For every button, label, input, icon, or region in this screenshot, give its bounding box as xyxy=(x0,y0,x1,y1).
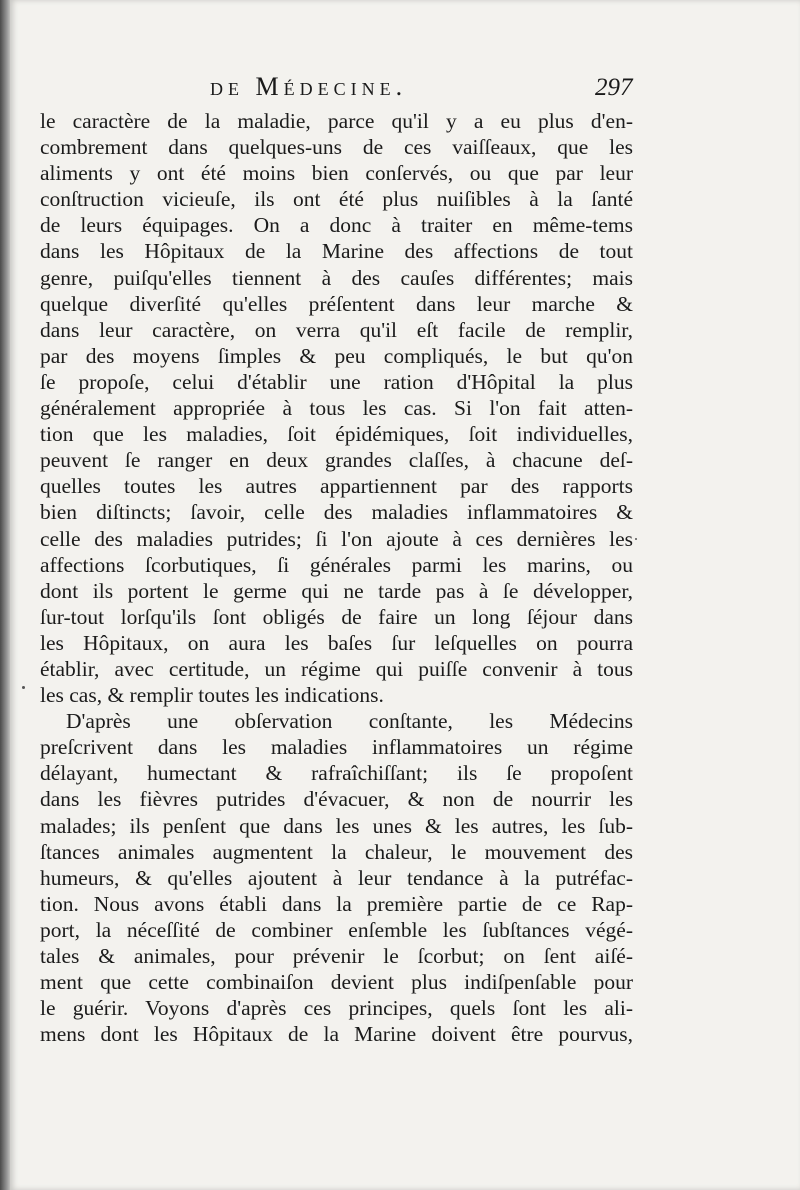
text-line: bien diſtincts; ſavoir, celle des maladies inflammatoires & xyxy=(40,500,633,525)
ink-speck xyxy=(22,686,25,689)
text-line: par des moyens ſimples & peu compliqués, le but qu'on xyxy=(40,343,633,368)
text-line: tion que les maladies, ſoit épidémiques, ſoit individuelles, xyxy=(40,422,633,447)
ink-speck xyxy=(635,538,637,540)
text-line: combrement dans quelques-uns de ces vaiſſeaux, que les xyxy=(40,135,633,160)
text-line: ſur-tout lorſqu'ils ſont obligés de faire un long ſéjour dans xyxy=(40,604,633,629)
text-line: genre, puiſqu'elles tiennent à des cauſes différentes; mais xyxy=(40,265,633,290)
text-line: tion. Nous avons établi dans la première partie de ce Rap- xyxy=(40,891,633,916)
text-line: établir, avec certitude, un régime qui puiſſe convenir à tous xyxy=(40,656,633,681)
text-line: dans leur caractère, on verra qu'il eſt facile de remplir, xyxy=(40,317,633,342)
text-line: quelque diverſité qu'elles préſentent dans leur marche & xyxy=(40,291,633,316)
running-title: de Médecine. xyxy=(210,72,408,101)
text-line: port, la néceſſité de combiner enſemble les ſubſtances végé- xyxy=(40,917,633,942)
text-line: aliments y ont été moins bien conſervés, ou que par leur xyxy=(40,161,633,186)
text-line: malades; ils penſent que dans les unes & les autres, les ſub- xyxy=(40,813,633,838)
text-line: preſcrivent dans les maladies inflammatoires un régime xyxy=(40,735,633,760)
text-line: peuvent ſe ranger en deux grandes claſſes, à chacune deſ- xyxy=(40,448,633,473)
running-head xyxy=(40,72,640,104)
text-line: ſe propoſe, celui d'établir une ration d'Hôpital la plus xyxy=(40,369,633,394)
text-line: quelles toutes les autres appartiennent par des rapports xyxy=(40,474,633,499)
text-line: dont ils portent le germe qui ne tarde pas à ſe développer, xyxy=(40,578,633,603)
text-line: délayant, humectant & rafraîchiſſant; ils ſe propoſent xyxy=(40,761,633,786)
text-line: conſtruction vicieuſe, ils ont été plus nuiſibles à la ſanté xyxy=(40,187,633,212)
paragraph-start-line: D'après une obſervation conſtante, les Médecins xyxy=(66,709,633,734)
paragraph-end-line: les cas, & remplir toutes les indications. xyxy=(40,683,384,708)
text-line: les Hôpitaux, on aura les baſes ſur leſquelles on pourra xyxy=(40,630,633,655)
book-page xyxy=(10,0,800,1190)
text-line: le guérir. Voyons d'après ces principes, quels ſont les ali- xyxy=(40,996,633,1021)
text-line: le caractère de la maladie, parce qu'il y a eu plus d'en- xyxy=(40,109,633,133)
text-line: affections ſcorbutiques, ſi générales parmi les marins, ou xyxy=(40,552,633,577)
text-line: de leurs équipages. On a donc à traiter en même-tems xyxy=(40,213,633,238)
text-line: dans les fièvres putrides d'évacuer, & non de nourrir les xyxy=(40,787,633,812)
text-line: ſtances animales augmentent la chaleur, le mouvement des xyxy=(40,839,633,864)
text-line: généralement appropriée à tous les cas. Si l'on fait atten- xyxy=(40,396,633,421)
text-line: ment que cette combinaiſon devient plus indiſpenſable pour xyxy=(40,970,633,995)
text-line: celle des maladies putrides; ſi l'on ajoute à ces dernières les xyxy=(40,526,633,551)
text-line: dans les Hôpitaux de la Marine des affections de tout xyxy=(40,239,633,264)
text-line: tales & animales, pour prévenir le ſcorbut; on ſent aiſé- xyxy=(40,944,633,968)
page-number: 297 xyxy=(595,74,633,101)
body-text xyxy=(40,108,633,1047)
text-line: mens dont les Hôpitaux de la Marine doivent être pourvus, xyxy=(40,1022,633,1047)
text-line: humeurs, & qu'elles ajoutent à leur tendance à la putréfac- xyxy=(40,865,633,890)
